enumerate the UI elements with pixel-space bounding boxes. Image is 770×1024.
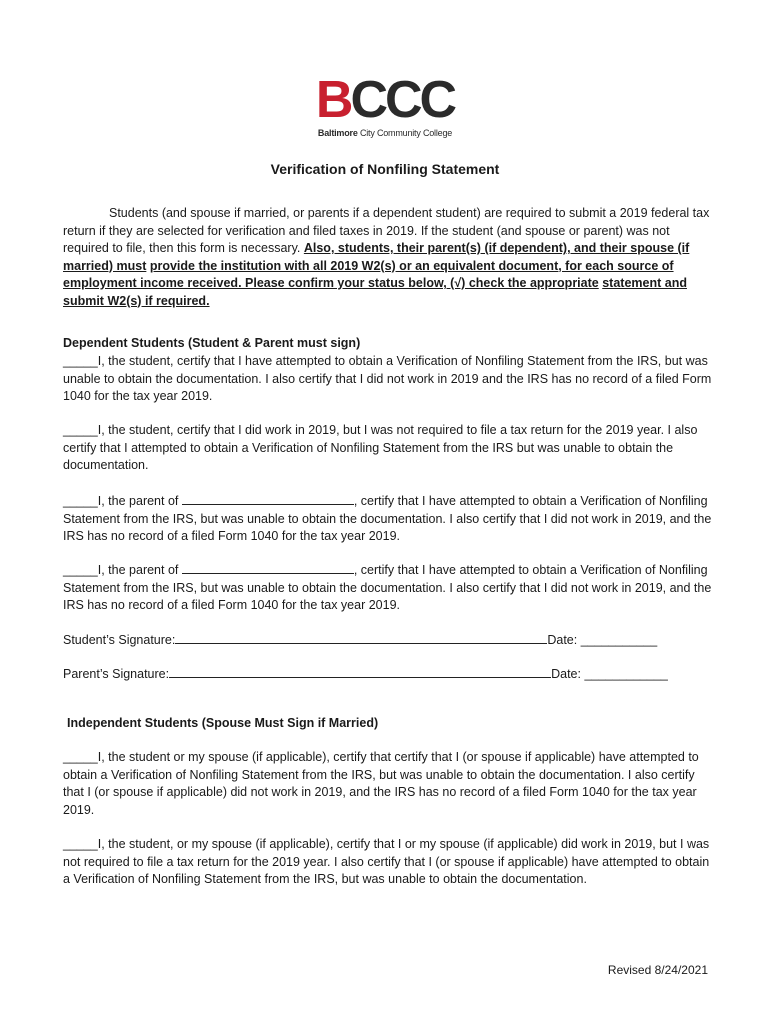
parent-signature-label: Parent’s Signature: bbox=[63, 667, 170, 681]
student-date-label[interactable]: Date: ___________ bbox=[547, 633, 658, 647]
parent-signature-field[interactable] bbox=[169, 665, 551, 678]
check-blank[interactable]: _____ bbox=[63, 750, 98, 764]
independent-item-2: _____I, the student, or my spouse (if applicable), certify that I or my spouse (if applicable) did work in 2019, but I was not required to file a tax return for the 2019 year. I also certify that I (or spouse if applicable) have attempted to obtain a Verification of Nonfiling Statement from the IRS, but was unable to obtain the documentation. bbox=[63, 837, 710, 886]
revised-date: Revised 8/24/2021 bbox=[607, 963, 708, 977]
logo-mark: BCCC bbox=[315, 71, 455, 129]
check-blank[interactable]: _____ bbox=[63, 837, 98, 851]
independent-heading: Independent Students (Spouse Must Sign if Married) bbox=[67, 716, 379, 730]
student-signature-field[interactable] bbox=[175, 631, 547, 644]
dependent-item-4: _____I, the parent of , certify that I have attempted to obtain a Verification of Nonfiling Statement from the IRS, but was unable to obtain the documentation. I also certify that I did not work in 2019, and the IRS has no record of a filed Form 1040 for the tax year 2019. bbox=[63, 563, 712, 612]
check-blank[interactable]: _____ bbox=[63, 563, 98, 577]
student-signature-row bbox=[63, 631, 713, 650]
bccc-logo bbox=[300, 71, 470, 138]
check-blank[interactable]: _____ bbox=[63, 494, 98, 508]
student-name-field[interactable] bbox=[182, 492, 354, 505]
parent-date-label[interactable]: Date: ____________ bbox=[551, 667, 668, 681]
intro-paragraph: Students (and spouse if married, or parents if a dependent student) are required to submit a 2019 federal tax return if they are selected for verification and filed taxes in 2019. If the student (and spouse or parent) was not required to file, then this form is necessary. Also, students, their parent(s) (if dependent), and their spouse (if married) must provide the institution with all 2019 W2(s) or an equivalent document, for each source of employment income received. Please confirm your status below, (√) check the appropriate statement and submit W2(s) if required. bbox=[63, 206, 710, 308]
parent-signature-row bbox=[63, 665, 713, 684]
check-blank[interactable]: _____ bbox=[63, 354, 98, 368]
dependent-item-1: _____I, the student, certify that I have attempted to obtain a Verification of Nonfiling Statement from the IRS, but was unable to obtain the documentation. I also certify that I did not work in 2019 and the IRS has no record of a filed Form 1040 for the tax year 2019. bbox=[63, 354, 712, 403]
check-blank[interactable]: _____ bbox=[63, 423, 98, 437]
document-title: Verification of Nonfiling Statement bbox=[270, 161, 500, 177]
dependent-item-2: _____I, the student, certify that I did work in 2019, but I was not required to file a tax return for the 2019 year. I also certify that I attempted to obtain a Verification of Nonfiling Statement from the IRS but was unable to obtain the documentation. bbox=[63, 423, 698, 472]
dependent-heading: Dependent Students (Student & Parent must sign) bbox=[63, 336, 361, 350]
student-signature-label: Student’s Signature: bbox=[63, 633, 176, 647]
logo-subtitle: Baltimore City Community College bbox=[317, 128, 453, 138]
dependent-item-3: _____I, the parent of , certify that I have attempted to obtain a Verification of Nonfiling Statement from the IRS, but was unable to obtain the documentation. I also certify that I did not work in 2019, and the IRS has no record of a filed Form 1040 for the tax year 2019. bbox=[63, 494, 712, 543]
independent-item-1: _____I, the student or my spouse (if applicable), certify that certify that I (or spouse if applicable) have attempted to obtain a Verification of Nonfiling Statement from the IRS, but was unable to obtain the documentation. I also certify that I (or spouse if applicable) did not work in 2019, and the IRS has no record of a filed Form 1040 for the tax year 2019. bbox=[63, 750, 699, 817]
student-name-field[interactable] bbox=[182, 561, 354, 574]
